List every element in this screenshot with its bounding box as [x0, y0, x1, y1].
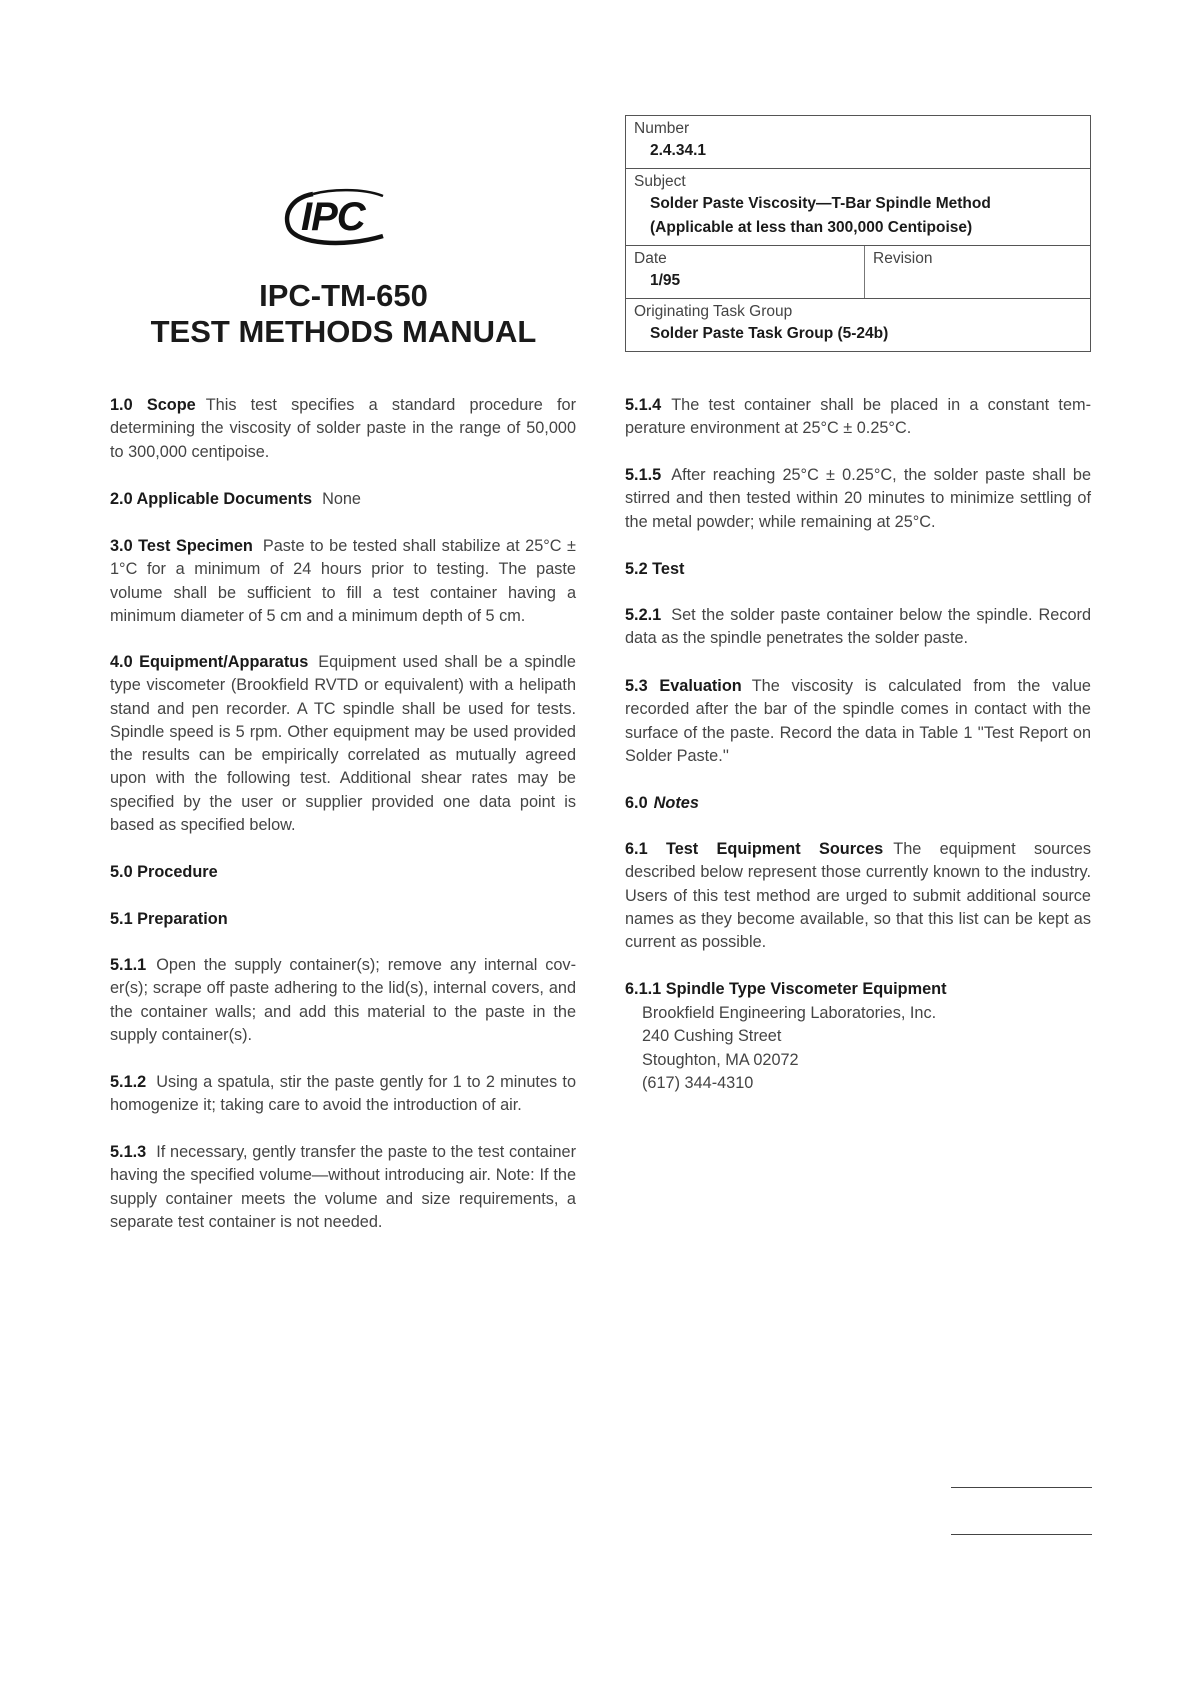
section-label: 5.2.1 — [625, 606, 662, 624]
section-text: Open the supply container(s); remove any internal cover(s); scrape off paste adhering to the lid(s), internal covers, and the container walls; and add this material to the paste in the supply container(s). — [110, 956, 576, 1044]
heading-preparation: 5.1 Preparation — [110, 910, 228, 928]
notes-label: Notes — [653, 794, 699, 812]
section-evaluation — [625, 675, 1091, 768]
section-label: 6.1 Test Equipment Sources — [625, 840, 884, 858]
section-text: Set the solder paste container below the spindle. Record data as the spindle penetrates the solder paste. — [625, 606, 1091, 648]
supplier-address — [642, 1002, 936, 1095]
section-5-1-3 — [110, 1141, 576, 1234]
supplier-city: Stoughton, MA 02072 — [642, 1050, 799, 1069]
subject-row — [626, 169, 1090, 246]
section-applicable-documents — [110, 488, 576, 511]
number-value: 2.4.34.1 — [650, 142, 707, 159]
manual-title: TEST METHODS MANUAL — [150, 314, 537, 349]
task-group-row — [626, 299, 1090, 351]
heading-test: 5.2 Test — [625, 560, 685, 578]
section-text: After reaching 25°C ± 0.25°C, the solder paste shall be stirred and then tested within 20 minutes to minimize settling of the metal powder; while remaining at 25°C. — [625, 466, 1091, 531]
number-row — [626, 116, 1090, 169]
section-5-1-4 — [625, 394, 1091, 441]
section-5-1-1 — [110, 954, 576, 1047]
heading-procedure: 5.0 Procedure — [110, 863, 218, 881]
date-value: 1/95 — [650, 272, 681, 289]
section-label: 5.1.5 — [625, 466, 662, 484]
section-text: Paste to be tested shall stabilize at 25°C ± 1°C for a minimum of 24 hours prior to testing. The paste volume shall be sufficient to fill a test container having a minimum diameter of 5 cm and a minimum depth of 5 cm. — [110, 537, 576, 625]
section-text: This test specifies a standard procedure for determining the viscosity of solder paste in the range of 50,000 to 300,000 centipoise. — [110, 396, 576, 461]
section-test-equipment-sources — [625, 838, 1091, 954]
section-text: The viscosity is calculated from the value recorded after the bar of the spindle comes in contact with the surface of the paste. Record the data in Table 1 ''Test Report on Solder Paste.'' — [625, 677, 1091, 765]
section-text: The equipment sources described below represent those currently known to the industry. Users of this test method are urged to submit additional source names as they become available, so that this list can be kept as current as possible. — [625, 840, 1091, 952]
manual-code: IPC-TM-650 — [259, 278, 428, 313]
subject-line-1: Solder Paste Viscosity—T-Bar Spindle Method — [650, 195, 991, 212]
section-5-1-2 — [110, 1071, 576, 1118]
supplier-phone: (617) 344-4310 — [642, 1073, 754, 1092]
section-label: 5.1.1 — [110, 956, 147, 974]
ipc-logo — [283, 186, 395, 248]
date-label: Date — [634, 250, 667, 267]
section-label: 3.0 Test Specimen — [110, 537, 253, 555]
section-label: 2.0 Applicable Documents — [110, 490, 313, 508]
section-text: Using a spatula, stir the paste gently for 1 to 2 minutes to homogenize it; taking care to avoid the introduction of air. — [110, 1073, 576, 1115]
section-test-specimen — [110, 535, 576, 628]
subject-label: Subject — [634, 173, 686, 190]
section-scope — [110, 394, 576, 464]
section-label: 5.3 Evaluation — [625, 677, 742, 695]
heading-notes — [625, 792, 699, 815]
section-label: 1.0 Scope — [110, 396, 196, 414]
number-label: Number — [634, 120, 690, 137]
section-label: 5.1.4 — [625, 396, 662, 414]
svg-text:IPC: IPC — [301, 195, 365, 239]
section-label: 4.0 Equipment/Apparatus — [110, 653, 309, 671]
footer-rule-1 — [951, 1487, 1092, 1488]
section-equipment — [110, 651, 576, 837]
section-label: 5.1.3 — [110, 1143, 147, 1161]
notes-number: 6.0 — [625, 794, 648, 812]
section-text: If necessary, gently transfer the paste to the test container having the specified volume—without introducing air. Note: If the supply container meets the volume and size requirements, a separate test container is not needed. — [110, 1143, 576, 1231]
subject-line-2: (Applicable at less than 300,000 Centipoise) — [650, 219, 973, 236]
task-group-label: Originating Task Group — [634, 303, 793, 320]
section-text: Equipment used shall be a spindle type viscometer (Brookfield RVTD or equivalent) with a helipath stand and pen recorder. A TC spindle shall be used for tests. Spindle speed is 5 rpm. Other equipment may be used provided the results can be empirically correlated as mutually agreed upon with the following test. Additional shear rates may be specified by the user or supplier provided one data point is based as specified below. — [110, 653, 576, 835]
revision-label: Revision — [873, 250, 933, 267]
document-info-box — [625, 115, 1091, 352]
section-5-2-1 — [625, 604, 1091, 651]
task-group-value: Solder Paste Task Group (5-24b) — [650, 325, 889, 342]
heading-spindle-equipment: 6.1.1 Spindle Type Viscometer Equipment — [625, 980, 947, 998]
supplier-street: 240 Cushing Street — [642, 1027, 782, 1046]
section-label: 5.1.2 — [110, 1073, 147, 1091]
date-revision-row — [626, 246, 1090, 299]
section-text: The test container shall be placed in a constant temperature environment at 25°C ± 0.25°C. — [625, 396, 1091, 438]
section-text: None — [322, 490, 361, 508]
section-5-1-5 — [625, 464, 1091, 534]
supplier-name: Brookfield Engineering Laboratories, Inc. — [642, 1004, 937, 1022]
footer-rule-2 — [951, 1534, 1092, 1535]
